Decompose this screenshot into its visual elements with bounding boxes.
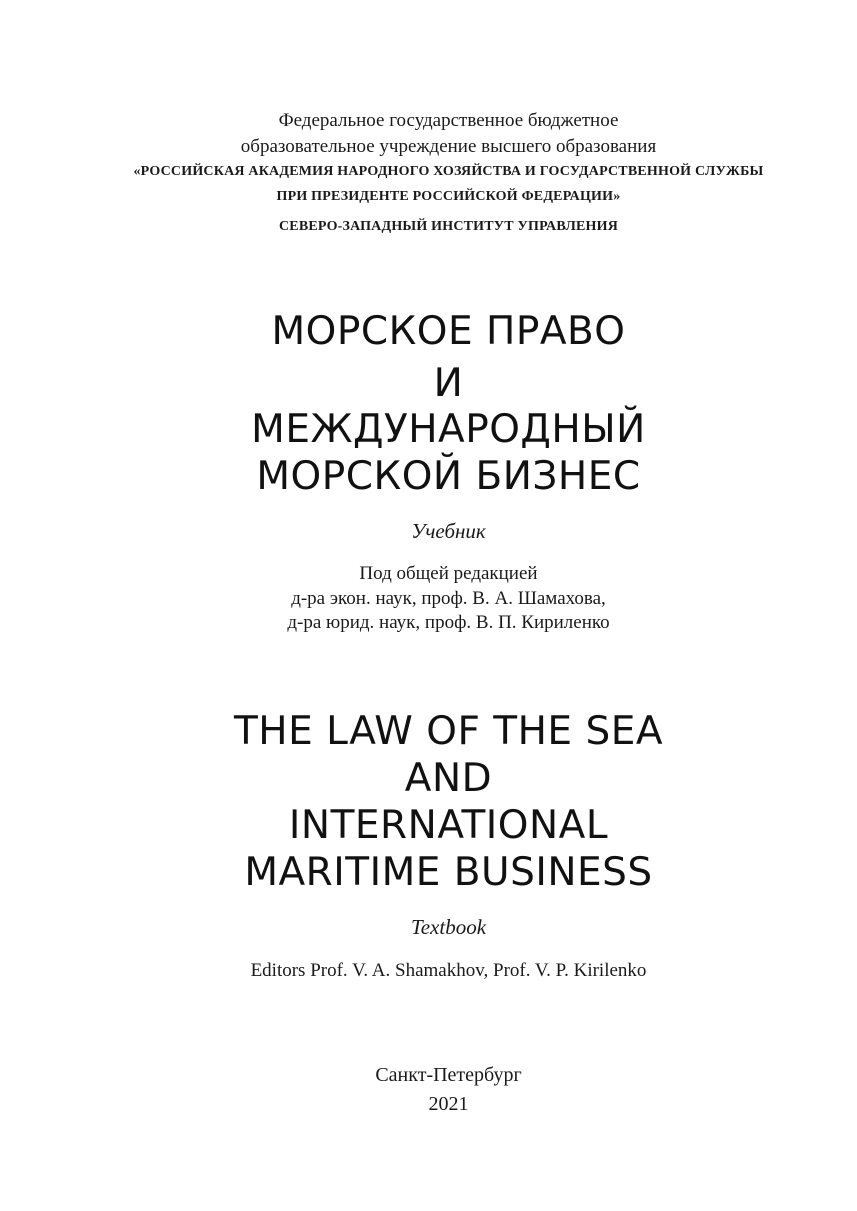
imprint-city: Санкт-Петербург (375, 1064, 522, 1086)
title-ru-line-3: МЕЖДУНАРОДНЫЙ (251, 407, 646, 452)
title-ru-line-1: МОРСКОЕ ПРАВО (271, 309, 626, 354)
title-en-line-1: THE LAW OF THE SEA (233, 709, 664, 754)
subtitle-ru: Учебник (411, 519, 486, 543)
title-en-line-3: INTERNATIONAL (288, 803, 609, 848)
institution-line-4: ПРИ ПРЕЗИДЕНТЕ РОССИЙСКОЙ ФЕДЕРАЦИИ» (276, 189, 621, 204)
editors-ru-line-3: д-ра юрид. наук, проф. В. П. Кириленко (287, 612, 610, 633)
institution-line-2: образовательное учреждение высшего образования (240, 136, 657, 157)
editors-en: Editors Prof. V. A. Shamakhov, Prof. V. P. Kirilenko (250, 960, 647, 981)
institution-line-3: «РОССИЙСКАЯ АКАДЕМИЯ НАРОДНОГО ХОЗЯЙСТВА И ГОСУДАРСТВЕННОЙ СЛУЖБЫ (133, 164, 764, 179)
title-en-line-2: AND (404, 756, 493, 801)
subtitle-en: Textbook (410, 915, 487, 939)
editors-ru-line-2: д-ра экон. наук, проф. В. А. Шамахова, (291, 588, 606, 609)
title-ru-line-2: И (433, 361, 464, 406)
institution-line-1: Федеральное государственное бюджетное (278, 110, 619, 131)
editors-ru-line-1: Под общей редакцией (359, 563, 538, 584)
institution-line-5: СЕВЕРО-ЗАПАДНЫЙ ИНСТИТУТ УПРАВЛЕНИЯ (278, 219, 619, 234)
title-ru-line-4: МОРСКОЙ БИЗНЕС (256, 454, 641, 499)
title-en-line-4: MARITIME BUSINESS (244, 850, 653, 895)
imprint-year: 2021 (428, 1093, 469, 1115)
